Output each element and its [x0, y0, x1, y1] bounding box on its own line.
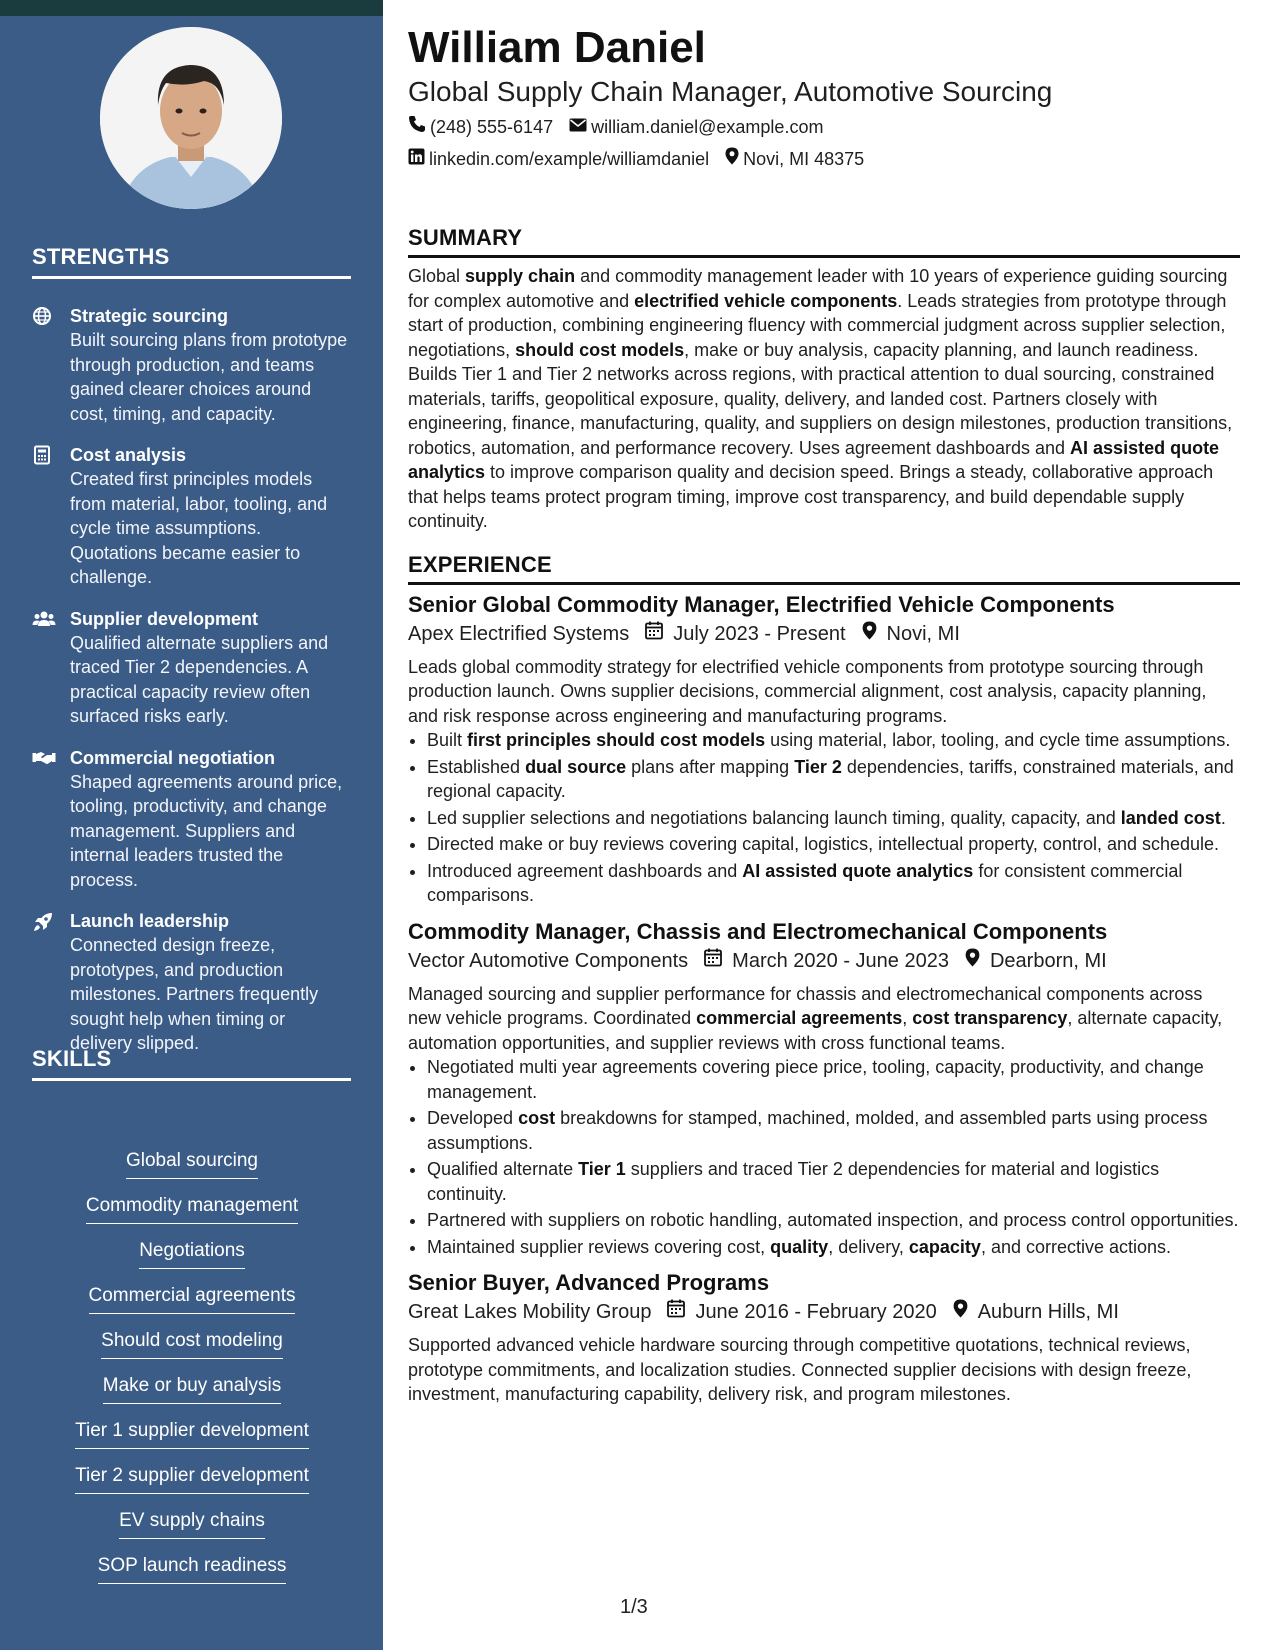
- strength-description: Built sourcing plans from prototype through production, and teams gained clearer choices around cost, timing, and capacity.: [70, 330, 348, 424]
- calculator-icon: [32, 443, 70, 590]
- list-item: • Established dual source plans after mapping Tier 2 dependencies, tariffs, constrained materials, and regional capacity.: [427, 755, 1240, 804]
- email-icon: [569, 111, 591, 143]
- job-entry: [408, 1269, 1240, 1407]
- experience-heading: EXPERIENCE: [408, 552, 1240, 585]
- email-link[interactable]: william.daniel@example.com: [591, 117, 824, 137]
- list-item: • Partnered with suppliers on robotic handling, automated inspection, and process control opportunities.: [427, 1208, 1240, 1233]
- emphasis-text: AI assisted quote analytics: [408, 437, 1220, 482]
- contact-row: [408, 143, 1240, 175]
- emphasis-text: capacity: [908, 1236, 981, 1257]
- main-content: [408, 22, 1240, 1407]
- strength-title: Strategic sourcing: [70, 306, 229, 326]
- location-pin-icon: [725, 143, 743, 175]
- location-pin-icon: [858, 619, 887, 649]
- job-dates: March 2020 - June 2023: [732, 949, 949, 972]
- strength-title: Commercial negotiation: [70, 747, 276, 768]
- skill-tag: Tier 1 supplier development: [75, 1418, 309, 1449]
- emphasis-text: landed cost: [1120, 807, 1221, 828]
- strength-item: [32, 909, 352, 1056]
- job-description: Supported advanced vehicle hardware sourcing through competitive quotations, technical reviews, prototype commitments, and localization studies. Connected supplier decisions with design freeze, investment, manufacturing capability, delivery risk, and program milestones.: [408, 1335, 1192, 1404]
- page-number: 1/3: [620, 1596, 648, 1618]
- strength-item: [32, 443, 352, 590]
- job-bullets: [408, 728, 1240, 908]
- list-item: • Introduced agreement dashboards and AI assisted quote analytics for consistent commercial comparisons.: [427, 859, 1240, 908]
- strength-description: Qualified alternate suppliers and traced Tier 2 dependencies. A practical capacity review often surfaced risks early.: [70, 632, 329, 726]
- job-dates: June 2016 - February 2020: [695, 1301, 937, 1323]
- strength-item: [32, 607, 352, 729]
- strength-title: Launch leadership: [70, 911, 230, 931]
- skill-tag: Commodity management: [86, 1193, 298, 1224]
- location-pin-icon: [949, 1297, 978, 1327]
- emphasis-text: commercial agreements: [696, 1008, 903, 1028]
- strength-title: Cost analysis: [70, 445, 187, 465]
- job-description: Managed sourcing and supplier performance for chassis and electromechanical components across new vehicle programs. Coordinated commercial agreements, cost transparency, alternate capacity, automation opportunities, and supplier reviews with cross functional teams.: [408, 983, 1223, 1053]
- summary-text: Global supply chain and commodity management leader with 10 years of experience guiding sourcing for complex automotive and electrified vehicle components. Leads strategies from prototype through start of production, combining engineering fluency with commercial judgment across supplier selection, negotiations, should cost models, make or buy analysis, capacity planning, and launch readiness. Builds Tier 1 and Tier 2 networks across regions, with practical attention to dual sourcing, constrained materials, tariffs, geopolitical exposure, quality, delivery, and landed cost. Partners closely with engineering, finance, manufacturing, quality, and suppliers on design milestones, production transitions, robotics, automation, and performance recovery. Uses agreement dashboards and AI assisted quote analytics to improve comparison quality and decision speed. Brings a steady, collaborative approach that helps teams protect program timing, improve cost transparency, and build dependable supply continuity.: [408, 266, 1233, 531]
- emphasis-text: cost transparency: [912, 1008, 1068, 1028]
- emphasis-text: cost: [518, 1108, 556, 1128]
- list-item: • Developed cost breakdowns for stamped, machined, molded, and assembled parts using process assumptions.: [427, 1106, 1240, 1155]
- job-bullets: [408, 1055, 1240, 1259]
- company-name: Vector Automotive Components: [408, 949, 689, 972]
- phone-icon: [408, 111, 430, 143]
- strength-description: Connected design freeze, prototypes, and production milestones. Partners frequently sought help when timing or delivery slipped.: [70, 935, 319, 1053]
- sidebar: [0, 16, 383, 1650]
- strengths-list: [32, 304, 352, 1073]
- job-title: Commodity Manager, Chassis and Electromechanical Components: [408, 918, 1108, 944]
- candidate-name: William Daniel: [408, 23, 706, 72]
- skill-tag: Negotiations: [139, 1238, 245, 1269]
- job-description: Leads global commodity strategy for electrified vehicle components from prototype sourcing through production launch. Owns supplier decisions, commercial alignment, cost analysis, capacity planning, and risk response across engineering and manufacturing programs.: [408, 656, 1207, 726]
- sidebar-top-bar: [0, 0, 383, 16]
- calendar-icon: [700, 946, 732, 976]
- list-item: • Directed make or buy reviews covering capital, logistics, intellectual property, control, and schedule.: [427, 832, 1240, 857]
- job-meta: [408, 946, 1240, 976]
- skill-tag: Commercial agreements: [89, 1283, 296, 1314]
- list-item: • Negotiated multi year agreements covering piece price, tooling, capacity, productivity, and change management.: [427, 1055, 1240, 1104]
- company-name: Great Lakes Mobility Group: [408, 1301, 652, 1323]
- job-location: Dearborn, MI: [989, 949, 1107, 972]
- skill-tag: EV supply chains: [119, 1508, 265, 1539]
- linkedin-icon: [408, 143, 429, 175]
- strengths-heading: STRENGTHS: [32, 244, 351, 279]
- contact-row: [408, 111, 1240, 143]
- emphasis-text: first principles should cost models: [467, 730, 766, 750]
- job-entry: [408, 918, 1240, 1260]
- globe-icon: [32, 304, 70, 426]
- linkedin-link[interactable]: linkedin.com/example/williamdaniel: [429, 149, 710, 169]
- skills-list: [32, 1148, 352, 1598]
- company-name: Apex Electrified Systems: [408, 622, 630, 645]
- skills-heading: SKILLS: [32, 1046, 351, 1081]
- strength-description: Shaped agreements around price, tooling, productivity, and change management. Suppliers and internal leaders trusted the process.: [70, 771, 343, 890]
- job-dates: July 2023 - Present: [673, 622, 846, 645]
- strength-item: [32, 304, 352, 426]
- emphasis-text: dual source: [525, 756, 627, 777]
- emphasis-text: AI assisted quote analytics: [742, 860, 974, 881]
- job-meta: [408, 1297, 1240, 1327]
- list-item: • Qualified alternate Tier 1 suppliers and traced Tier 2 dependencies for material and logistics continuity.: [427, 1157, 1240, 1206]
- location-text: Novi, MI 48375: [743, 149, 865, 169]
- list-item: • Built first principles should cost models using material, labor, tooling, and cycle time assumptions.: [427, 728, 1240, 753]
- emphasis-text: supply chain: [465, 266, 576, 286]
- handshake-icon: [32, 746, 70, 893]
- strength-item: [32, 746, 352, 893]
- job-location: Novi, MI: [886, 622, 960, 645]
- job-title: Senior Global Commodity Manager, Electrified Vehicle Components: [408, 591, 1115, 617]
- skill-tag: Tier 2 supplier development: [75, 1463, 309, 1494]
- skill-tag: Should cost modeling: [101, 1328, 283, 1359]
- job-entry: [408, 591, 1240, 908]
- skill-tag: Make or buy analysis: [103, 1373, 281, 1404]
- skill-tag: SOP launch readiness: [98, 1553, 287, 1584]
- list-item: • Led supplier selections and negotiations balancing launch timing, quality, capacity, and landed cost.: [427, 806, 1240, 831]
- emphasis-text: should cost models: [515, 339, 685, 360]
- skill-tag: Global sourcing: [126, 1148, 258, 1179]
- job-location: Auburn Hills, MI: [977, 1301, 1119, 1323]
- strength-title: Supplier development: [70, 608, 259, 629]
- phone-text: (248) 555-6147: [430, 117, 554, 137]
- users-icon: [32, 607, 70, 729]
- list-item: • Maintained supplier reviews covering cost, quality, delivery, capacity, and corrective actions.: [427, 1235, 1240, 1260]
- emphasis-text: quality: [770, 1236, 829, 1257]
- emphasis-text: Tier 1: [578, 1159, 626, 1179]
- strength-description: Created first principles models from material, labor, tooling, and cycle time assumptions. Quotations became easier to challenge.: [70, 469, 328, 587]
- job-meta: [408, 619, 1240, 649]
- job-title: Senior Buyer, Advanced Programs: [408, 1270, 770, 1295]
- rocket-icon: [32, 909, 70, 1056]
- avatar: [100, 27, 282, 209]
- summary-heading: SUMMARY: [408, 225, 1240, 258]
- location-pin-icon: [961, 946, 990, 976]
- candidate-title: Global Supply Chain Manager, Automotive Sourcing: [408, 76, 1053, 107]
- calendar-icon: [641, 619, 673, 649]
- calendar-icon: [663, 1297, 695, 1327]
- emphasis-text: Tier 2: [794, 756, 842, 777]
- emphasis-text: electrified vehicle components: [634, 290, 898, 311]
